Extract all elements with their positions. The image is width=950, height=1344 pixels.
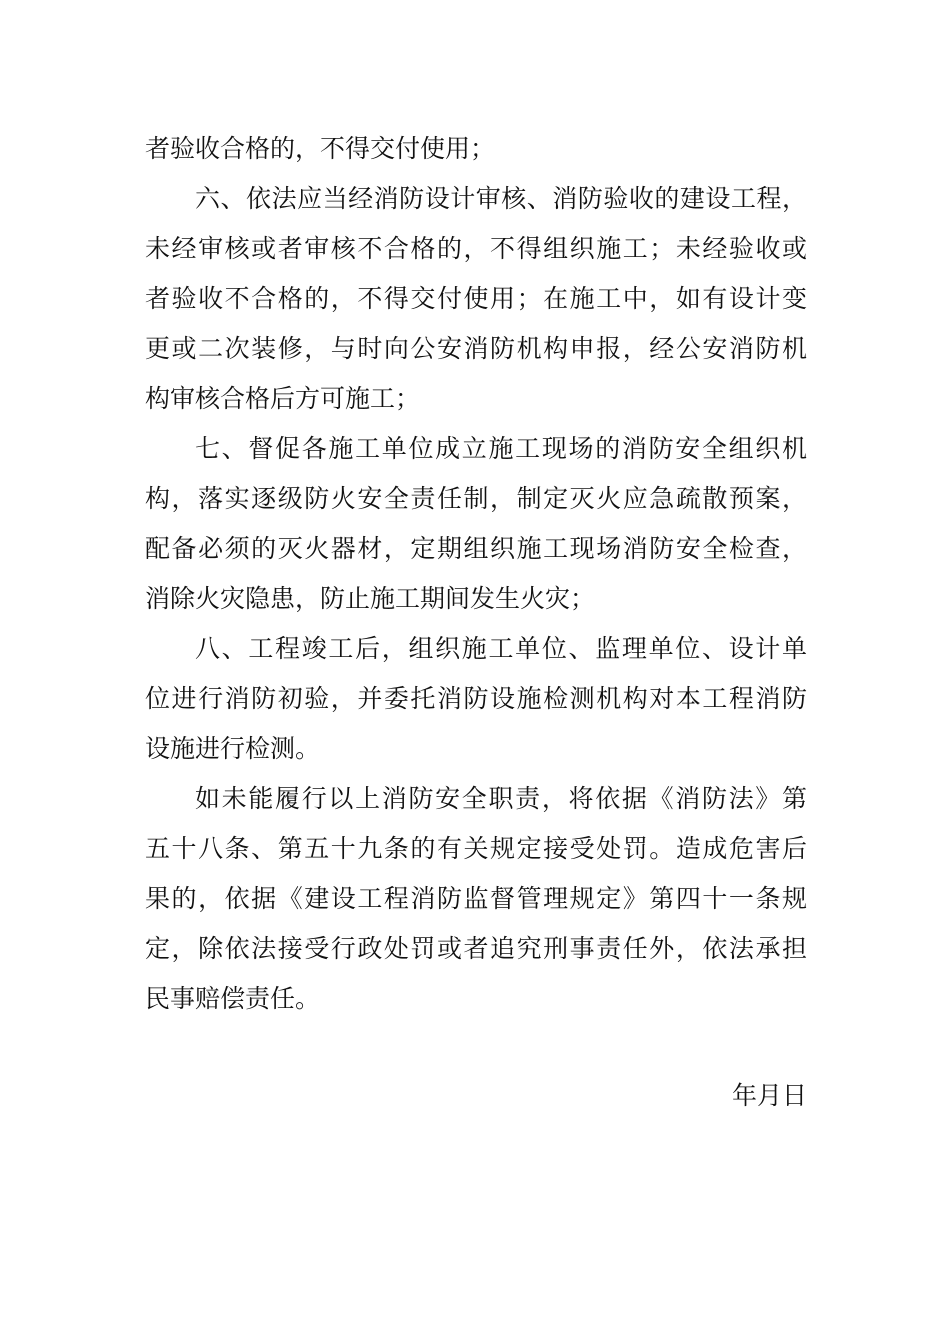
text-line-8: 构，落实逐级防火安全责任制，制定灭火应急疏散预案， <box>145 484 807 513</box>
text-line-10: 消除火灾隐患，防止施工期间发生火灾； <box>145 584 596 613</box>
document-body <box>145 124 807 1024</box>
text-line-13: 设施进行检测。 <box>145 734 321 763</box>
date-line: 年月日 <box>731 1081 807 1110</box>
text-line-1: 者验收合格的，不得交付使用； <box>145 134 496 163</box>
text-line-16: 果的，依据《建设工程消防监督管理规定》第四十一条规 <box>145 884 807 913</box>
text-line-14: 如未能履行以上消防安全职责，将依据《消防法》第 <box>195 784 807 813</box>
text-line-6: 构审核合格后方可施工； <box>145 384 421 413</box>
text-line-4: 者验收不合格的，不得交付使用；在施工中，如有设计变 <box>145 284 807 313</box>
text-line-9: 配备必须的灭火器材，定期组织施工现场消防安全检查， <box>145 534 807 563</box>
text-line-7: 七、督促各施工单位成立施工现场的消防安全组织机 <box>195 434 807 463</box>
text-line-12: 位进行消防初验，并委托消防设施检测机构对本工程消防 <box>145 684 807 713</box>
text-line-18: 民事赔偿责任。 <box>145 984 321 1013</box>
text-line-5: 更或二次装修，与时向公安消防机构申报，经公安消防机 <box>145 334 807 363</box>
text-line-3: 未经审核或者审核不合格的，不得组织施工；未经验收或 <box>145 234 807 263</box>
text-line-17: 定，除依法接受行政处罚或者追究刑事责任外，依法承担 <box>145 934 807 963</box>
text-line-11: 八、工程竣工后，组织施工单位、监理单位、设计单 <box>195 634 807 663</box>
text-line-2: 六、依法应当经消防设计审核、消防验收的建设工程， <box>195 184 807 213</box>
text-line-15: 五十八条、第五十九条的有关规定接受处罚。造成危害后 <box>145 834 807 863</box>
